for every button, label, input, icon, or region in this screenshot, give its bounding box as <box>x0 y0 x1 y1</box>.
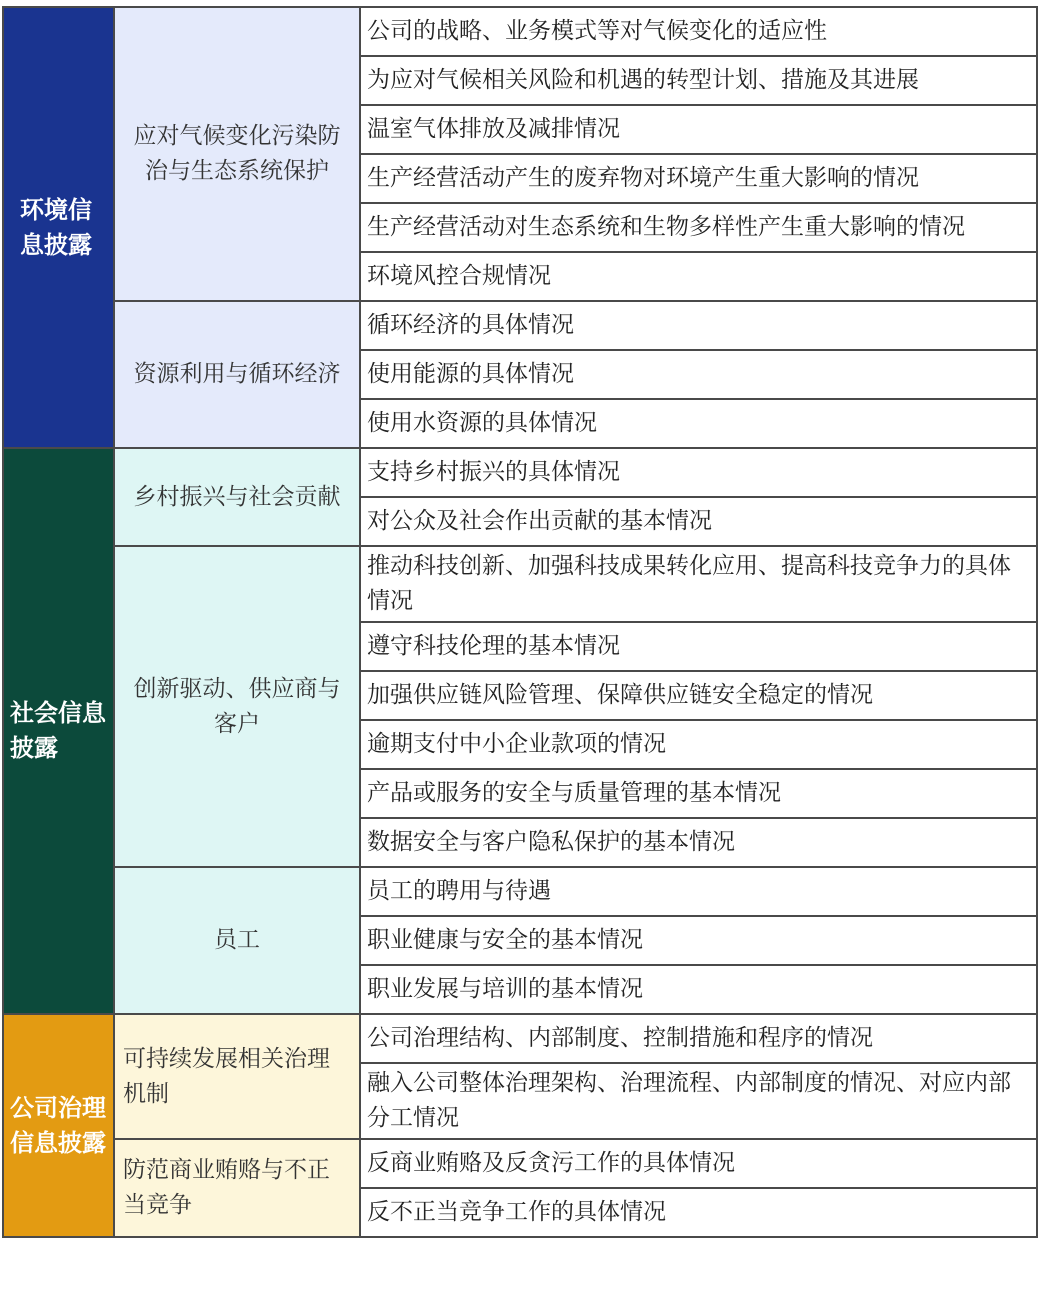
category-environmental: 环境信息披露 <box>3 7 114 448</box>
disclosure-item: 数据安全与客户隐私保护的基本情况 <box>360 818 1037 867</box>
disclosure-item: 推动科技创新、加强科技成果转化应用、提高科技竞争力的具体情况 <box>360 546 1037 622</box>
category-social: 社会信息披露 <box>3 448 114 1014</box>
table-row <box>3 867 1037 916</box>
disclosure-table <box>2 6 1038 1238</box>
disclosure-item: 使用水资源的具体情况 <box>360 399 1037 448</box>
disclosure-item: 加强供应链风险管理、保障供应链安全稳定的情况 <box>360 671 1037 720</box>
category-governance: 公司治理信息披露 <box>3 1014 114 1237</box>
disclosure-item: 环境风控合规情况 <box>360 252 1037 301</box>
disclosure-item: 公司治理结构、内部制度、控制措施和程序的情况 <box>360 1014 1037 1063</box>
table-row <box>3 448 1037 497</box>
disclosure-item: 职业发展与培训的基本情况 <box>360 965 1037 1014</box>
topic-employees: 员工 <box>114 867 360 1014</box>
topic-climate-pollution-ecosystem: 应对气候变化污染防治与生态系统保护 <box>114 7 360 301</box>
disclosure-item: 使用能源的具体情况 <box>360 350 1037 399</box>
disclosure-item: 逾期支付中小企业款项的情况 <box>360 720 1037 769</box>
disclosure-item: 遵守科技伦理的基本情况 <box>360 622 1037 671</box>
disclosure-table-container <box>2 6 1038 1238</box>
disclosure-item: 员工的聘用与待遇 <box>360 867 1037 916</box>
topic-rural-revitalization: 乡村振兴与社会贡献 <box>114 448 360 546</box>
topic-sustainability-governance: 可持续发展相关治理机制 <box>114 1014 360 1139</box>
table-row <box>3 7 1037 56</box>
table-row <box>3 1139 1037 1188</box>
disclosure-item: 融入公司整体治理架构、治理流程、内部制度的情况、对应内部分工情况 <box>360 1063 1037 1139</box>
table-row <box>3 1014 1037 1063</box>
disclosure-item: 对公众及社会作出贡献的基本情况 <box>360 497 1037 546</box>
disclosure-item: 生产经营活动对生态系统和生物多样性产生重大影响的情况 <box>360 203 1037 252</box>
topic-resource-circular-economy: 资源利用与循环经济 <box>114 301 360 448</box>
disclosure-item: 公司的战略、业务模式等对气候变化的适应性 <box>360 7 1037 56</box>
disclosure-item: 循环经济的具体情况 <box>360 301 1037 350</box>
disclosure-item: 职业健康与安全的基本情况 <box>360 916 1037 965</box>
disclosure-item: 反商业贿赂及反贪污工作的具体情况 <box>360 1139 1037 1188</box>
disclosure-item: 生产经营活动产生的废弃物对环境产生重大影响的情况 <box>360 154 1037 203</box>
disclosure-item: 为应对气候相关风险和机遇的转型计划、措施及其进展 <box>360 56 1037 105</box>
topic-anti-bribery-competition: 防范商业贿赂与不正当竞争 <box>114 1139 360 1237</box>
disclosure-item: 反不正当竞争工作的具体情况 <box>360 1188 1037 1237</box>
topic-innovation-suppliers-customers: 创新驱动、供应商与客户 <box>114 546 360 867</box>
table-row <box>3 301 1037 350</box>
table-row <box>3 546 1037 622</box>
disclosure-item: 温室气体排放及减排情况 <box>360 105 1037 154</box>
disclosure-item: 产品或服务的安全与质量管理的基本情况 <box>360 769 1037 818</box>
disclosure-item: 支持乡村振兴的具体情况 <box>360 448 1037 497</box>
